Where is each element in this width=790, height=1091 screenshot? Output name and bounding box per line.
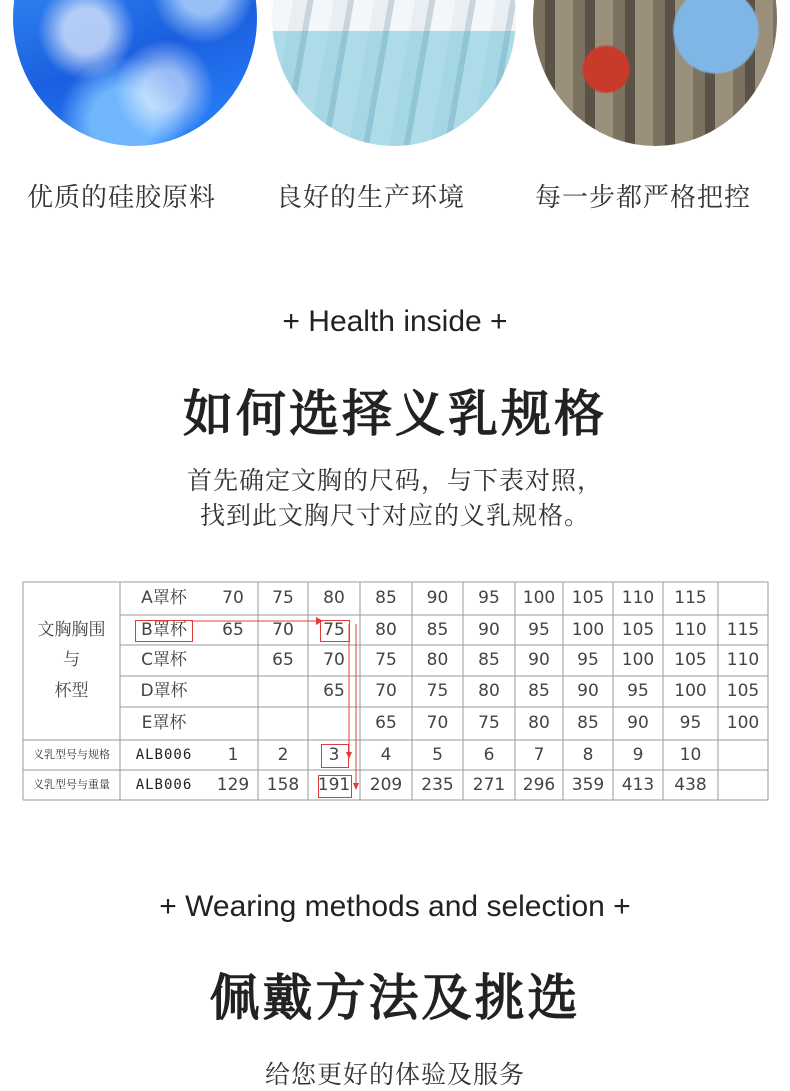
size-cell: 80 [478,681,500,701]
size-cell: 95 [627,681,649,701]
section2-english-heading: + Wearing methods and selection + [159,890,631,923]
size-cell: 90 [426,588,449,608]
size-cell: 75 [272,588,294,608]
cup-label: A罩杯 [141,588,187,608]
feature-caption-environment: 良好的生产环境 [276,183,466,213]
weight-cell: 413 [621,775,655,795]
spec-cell: 10 [679,745,702,765]
size-cell [258,707,308,740]
spec-cell: 3 [328,745,340,765]
weight-cell [718,770,768,800]
weight-cell: 191 [317,775,351,795]
size-cell: 75 [375,650,397,670]
group-label-line: 与 [63,650,80,670]
size-cell: 95 [528,620,550,640]
size-cell: 105 [726,681,760,701]
spec-cell [718,740,768,770]
size-cell: 105 [621,620,655,640]
weight-row-label: 义乳型号与重量 [33,778,110,791]
size-cell: 70 [375,681,397,701]
size-cell [208,707,258,740]
group-label-line: 杯型 [54,681,89,701]
highlight-size-75 [320,620,350,642]
cup-label: C罩杯 [141,650,187,670]
size-cell: 70 [222,588,244,608]
weight-cell: 158 [266,775,300,795]
size-cell: 100 [571,620,605,640]
size-cell: 95 [478,588,500,608]
size-cell: 80 [528,713,550,733]
section-title: 如何选择义乳规格 [183,385,607,443]
weight-cell: 438 [674,775,707,795]
size-cell: 65 [323,681,345,701]
spec-cell: 1 [227,745,239,765]
size-cell: 65 [272,650,294,670]
size-cell: 75 [426,681,449,701]
weight-cell: 235 [421,775,454,795]
weight-cell: 209 [369,775,403,795]
size-cell: 80 [375,620,397,640]
cup-label: E罩杯 [141,713,187,733]
size-cell: 80 [323,588,345,608]
weight-cell: 271 [472,775,506,795]
size-cell: 115 [674,588,707,608]
size-cell: 100 [674,681,707,701]
section-english-heading: + Health inside + [282,305,508,338]
size-cell: 75 [478,713,500,733]
highlight-b-cup [135,620,193,642]
feature-caption-control: 每一步都严格把控 [535,183,752,213]
size-cell: 85 [528,681,550,701]
highlight-spec-3 [321,744,349,768]
spec-model: ALB006 [135,747,193,763]
section2-subtitle: 给您更好的体验及服务 [264,1060,525,1089]
spec-cell: 9 [632,745,644,765]
spec-cell: 5 [432,745,443,765]
size-cell: 100 [726,713,760,733]
size-cell: 105 [674,650,707,670]
feature-caption-material: 优质的硅胶原料 [27,183,217,213]
weight-model: ALB006 [135,777,193,793]
size-cell [308,707,360,740]
size-cell: 85 [375,588,397,608]
weight-cell: 359 [571,775,605,795]
size-cell: 90 [478,620,500,640]
intro-line-1: 首先确定文胸的尺码，与下表对照， [186,466,603,495]
size-cell [258,676,308,707]
cup-label: B罩杯 [141,620,187,640]
size-cell: 70 [426,713,449,733]
spec-cell: 8 [582,745,594,765]
highlight-weight-191 [318,775,352,798]
size-cell: 115 [726,620,760,640]
size-cell [718,582,768,615]
size-cell: 90 [627,713,649,733]
section2-title: 佩戴方法及挑选 [209,969,581,1027]
size-cell: 85 [577,713,599,733]
size-cell: 80 [426,650,449,670]
cup-label: D罩杯 [140,681,188,701]
size-cell: 110 [674,620,707,640]
group-label-line: 文胸胸围 [37,620,106,640]
size-cell: 90 [528,650,550,670]
spec-cell: 4 [380,745,392,765]
size-cell: 90 [577,681,599,701]
spec-row-label: 义乳型号与规格 [33,748,110,761]
size-cell: 70 [272,620,294,640]
size-cell: 95 [679,713,702,733]
weight-cell: 296 [522,775,556,795]
size-cell: 75 [323,620,345,640]
spec-cell: 2 [277,745,289,765]
size-cell: 100 [522,588,556,608]
size-cell: 110 [726,650,760,670]
spec-cell: 6 [483,745,495,765]
intro-line-2: 找到此文胸尺寸对应的义乳规格。 [199,501,590,530]
weight-cell: 129 [216,775,250,795]
size-cell [208,645,258,676]
size-cell: 70 [323,650,345,670]
size-cell: 100 [621,650,655,670]
spec-cell: 7 [533,745,545,765]
size-cell: 105 [571,588,605,608]
size-cell: 85 [478,650,500,670]
size-cell: 95 [577,650,599,670]
size-cell: 85 [426,620,449,640]
size-cell: 65 [222,620,244,640]
size-cell: 65 [375,713,397,733]
size-cell [208,676,258,707]
size-cell: 110 [621,588,655,608]
